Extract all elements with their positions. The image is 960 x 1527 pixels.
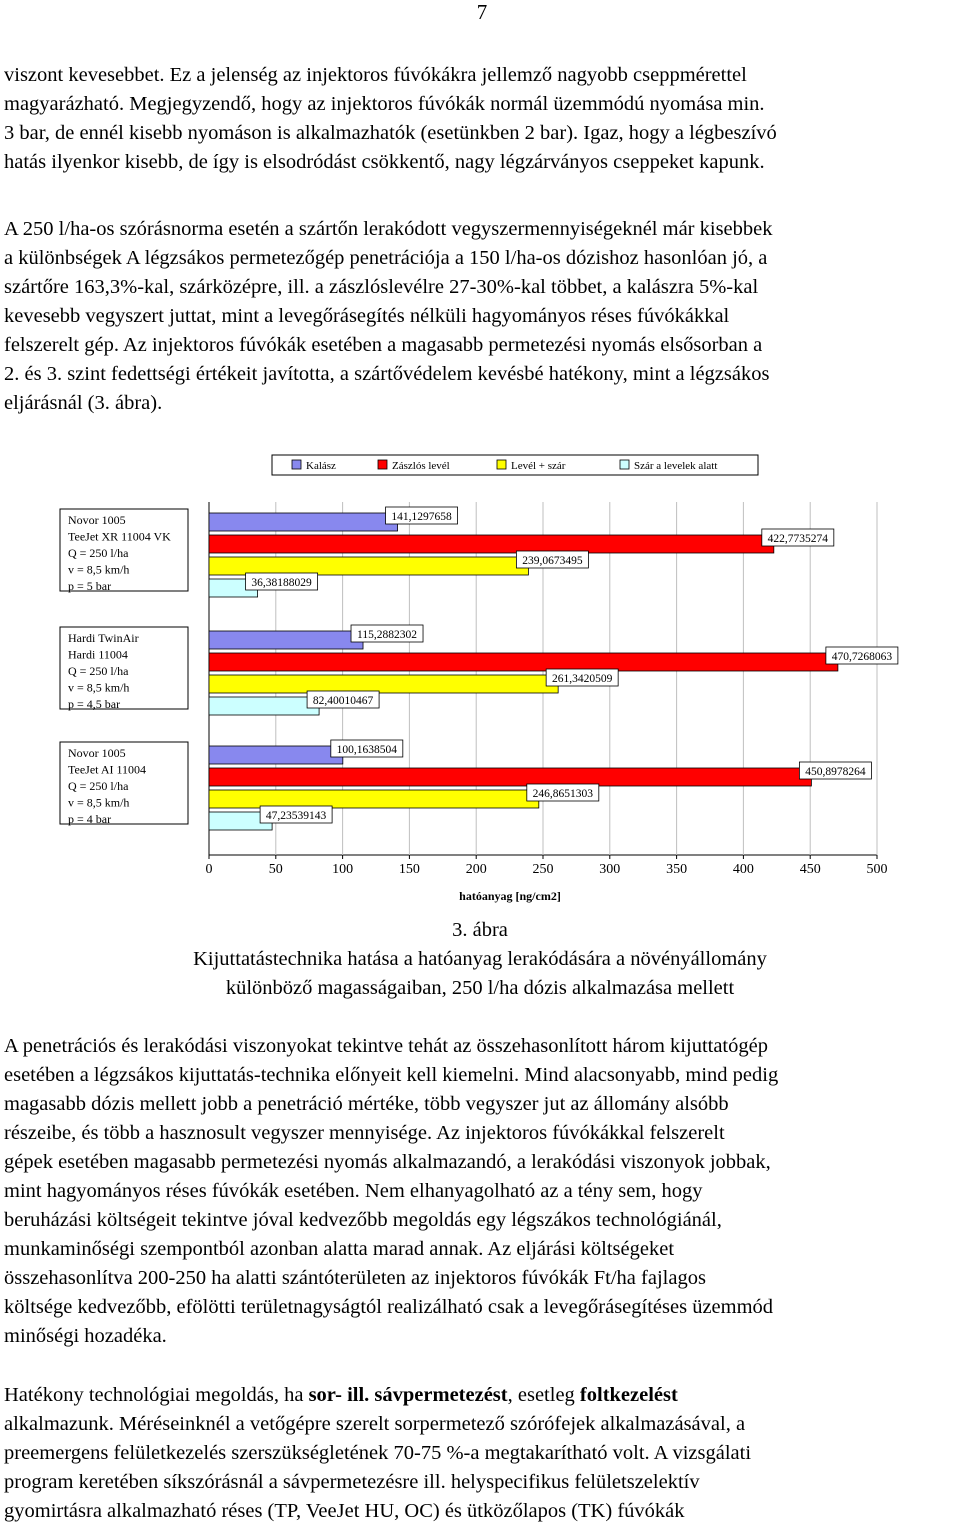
text-line: viszont kevesebbet. Ez a jelenség az injektoros fúvókákra jellemző nagyobb cseppmérettel <box>4 64 747 86</box>
data-bar <box>209 790 539 808</box>
data-value-label: 239,0673495 <box>522 555 583 567</box>
data-value-label: 115,2882302 <box>357 629 418 641</box>
text-line: magyarázható. Megjegyzendő, hogy az injektoros fúvókák normál üzemmódú nyomása min. <box>4 93 765 115</box>
data-bar <box>209 513 398 531</box>
data-value-label: 47,23539143 <box>265 810 327 822</box>
text-line: a különbségek A légzsákos permetezőgép penetrációja a 150 l/ha-os dózishoz hasonlóan jó, a <box>4 247 768 269</box>
x-tick-label: 200 <box>465 862 487 877</box>
data-value-label: 422,7735274 <box>767 533 829 545</box>
group-label-line: p = 4 bar <box>68 812 112 826</box>
group-label-line: p = 4,5 bar <box>68 697 121 711</box>
deposition-bar-chart <box>0 440 960 910</box>
legend-label: Zászlós levél <box>392 460 450 472</box>
paragraph-3 <box>4 1032 956 1351</box>
data-value-label: 82,40010467 <box>312 695 374 707</box>
text-line: 3 bar, de ennél kisebb nyomáson is alkalmazhatók (esetünkben 2 bar). Igaz, hogy a légbeszívó <box>4 122 777 144</box>
data-bar <box>209 557 528 575</box>
figure-caption-line: Kijuttatástechnika hatása a hatóanyag lerakódására a növényállomány <box>193 948 767 970</box>
data-value-label: 246,8651303 <box>532 788 593 800</box>
text-line: 2. és 3. szint fedettségi értékeit javította, a szártővédelem kevésbé hatékony, mint a légzsákos <box>4 363 770 385</box>
group-label-line: p = 5 bar <box>68 579 112 593</box>
data-bar <box>209 768 811 786</box>
legend-swatch <box>292 460 301 469</box>
text-line: költsége kedvezőbb, efölötti területnagyságtól realizálható csak a levegőrásegítéses üzemmód <box>4 1296 774 1318</box>
data-bar <box>209 746 343 764</box>
data-bar <box>209 697 319 715</box>
data-value-label: 36,38188029 <box>251 577 312 589</box>
data-bar <box>209 675 558 693</box>
page-number: 7 <box>476 0 488 24</box>
x-axis-title: hatóanyag [ng/cm2] <box>459 889 561 903</box>
text-line: gyomirtásra alkalmazható réses (TP, VeeJet HU, OC) és ütközőlapos (TK) fúvókák <box>4 1500 685 1522</box>
text-line <box>4 1381 956 1410</box>
group-label-line: v = 8,5 km/h <box>68 562 130 577</box>
x-tick-label: 300 <box>599 862 621 877</box>
x-tick-label: 350 <box>666 862 688 877</box>
data-value-label: 141,1297658 <box>391 511 452 523</box>
text-line: magasabb dózis mellett jobb a penetráció mértéke, több vegyszer jut az állomány alsóbb <box>4 1093 729 1115</box>
text-line: hatás ilyenkor kisebb, de így is elsodródást csökkentő, nagy légzárványos cseppeket kapunk. <box>4 151 765 173</box>
text-line: mint hagyományos réses fúvókák esetében. Nem elhanyagolható az a tény sem, hogy <box>4 1180 703 1202</box>
data-value-label: 261,3420509 <box>551 673 613 685</box>
x-tick-label: 100 <box>332 862 354 877</box>
paragraph-2 <box>4 215 956 418</box>
text-line: minőségi hozadéka. <box>4 1325 167 1347</box>
text-line: esetében a légzsákos kijuttatás-technika előnyeit kell kiemelni. Mind alacsonyabb, mind pedig <box>4 1064 779 1086</box>
text-line: A penetrációs és lerakódási viszonyokat tekintve tehát az összehasonlított három kijuttatógép <box>4 1035 768 1057</box>
data-value-label: 450,8978264 <box>805 766 866 778</box>
group-label-line: Q = 250 l/ha <box>68 664 129 678</box>
text-run: , esetleg <box>507 1384 580 1406</box>
x-tick-label: 150 <box>398 862 420 877</box>
group-label-line: TeeJet XR 11004 VK <box>68 529 171 544</box>
group-label-line: Q = 250 l/ha <box>68 779 129 793</box>
text-line: összehasonlítva 200-250 ha alatti szántóterületen az injektoros fúvókák Ft/ha fajlagos <box>4 1267 706 1289</box>
data-value-label: 470,7268063 <box>831 651 893 663</box>
text-line: szártőre 163,3%-kal, szárközépre, ill. a zászlóslevélre 27-30%-kal többet, a kalászra 5%-kal <box>4 276 759 298</box>
figure-number: 3. ábra <box>452 919 508 941</box>
legend-label: Levél + szár <box>511 460 566 472</box>
text-line: gépek esetében magasabb permetezési nyomás alkalmazandó, a lerakódási viszonyok jobbak, <box>4 1151 771 1173</box>
text-line: beruházási költségeit tekintve jóval kedvezőbb megoldás egy légszákos technológiánál, <box>4 1209 722 1231</box>
figure-caption-line: különböző magasságaiban, 250 l/ha dózis alkalmazása mellett <box>225 977 735 999</box>
paragraph-1 <box>4 61 956 177</box>
text-line: munkaminőségi szempontból azonban alatta marad annak. Az eljárási költségeket <box>4 1238 675 1260</box>
x-tick-label: 450 <box>799 862 821 877</box>
x-tick-label: 250 <box>532 862 554 877</box>
group-label-line: Q = 250 l/ha <box>68 546 129 560</box>
data-bar <box>209 653 838 671</box>
text-run: Hatékony technológiai megoldás, ha <box>4 1384 309 1406</box>
group-label-line: Hardi 11004 <box>68 647 128 662</box>
text-line: eljárásnál (3. ábra). <box>4 392 163 414</box>
text-line: preemergens felületkezelés szerszükségletének 70-75 %-a megtakarítható volt. A vizsgálati <box>4 1442 752 1464</box>
data-value-label: 100,1638504 <box>336 744 398 756</box>
legend-swatch <box>497 460 506 469</box>
legend-label: Kalász <box>306 460 336 472</box>
x-tick-label: 50 <box>268 862 283 877</box>
data-bar <box>209 631 363 649</box>
text-line: program keretében síkszórásnál a sávpermetezésre ill. helyspecifikus felületszelektív <box>4 1471 700 1493</box>
text-line: felszerelt gép. Az injektoros fúvókák esetében a magasabb permetezési nyomás elsősorban a <box>4 334 763 356</box>
x-tick-label: 500 <box>866 862 888 877</box>
paragraph-4 <box>4 1381 956 1526</box>
group-label-line: Hardi TwinAir <box>68 631 139 645</box>
group-label-line: Novor 1005 <box>68 513 126 527</box>
data-bar <box>209 535 774 553</box>
legend-swatch <box>378 460 387 469</box>
group-label-line: v = 8,5 km/h <box>68 680 130 695</box>
text-line: alkalmazunk. Méréseinknél a vetőgépre szerelt sorpermetező szórófejek alkalmazásával, a <box>4 1413 746 1435</box>
bold-term: foltkezelést <box>579 1384 678 1406</box>
text-line: részeibe, és több a hasznosult vegyszer mennyisége. Az injektoros fúvókákkal felszerelt <box>4 1122 725 1144</box>
group-label-line: Novor 1005 <box>68 746 126 760</box>
legend-label: Szár a levelek alatt <box>634 460 718 472</box>
x-tick-label: 0 <box>205 862 213 877</box>
legend-swatch <box>620 460 629 469</box>
text-line: A 250 l/ha-os szórásnorma esetén a szártőn lerakódott vegyszermennyiségeknél már kisebbek <box>4 218 773 240</box>
group-label-line: v = 8,5 km/h <box>68 795 130 810</box>
text-line: kevesebb vegyszert juttat, mint a levegőrásegítés nélküli hagyományos réses fúvókákkal <box>4 305 730 327</box>
group-label-line: TeeJet AI 11004 <box>68 762 147 777</box>
bold-term: sor- ill. sávpermetezést <box>308 1384 508 1406</box>
x-tick-label: 400 <box>732 862 754 877</box>
